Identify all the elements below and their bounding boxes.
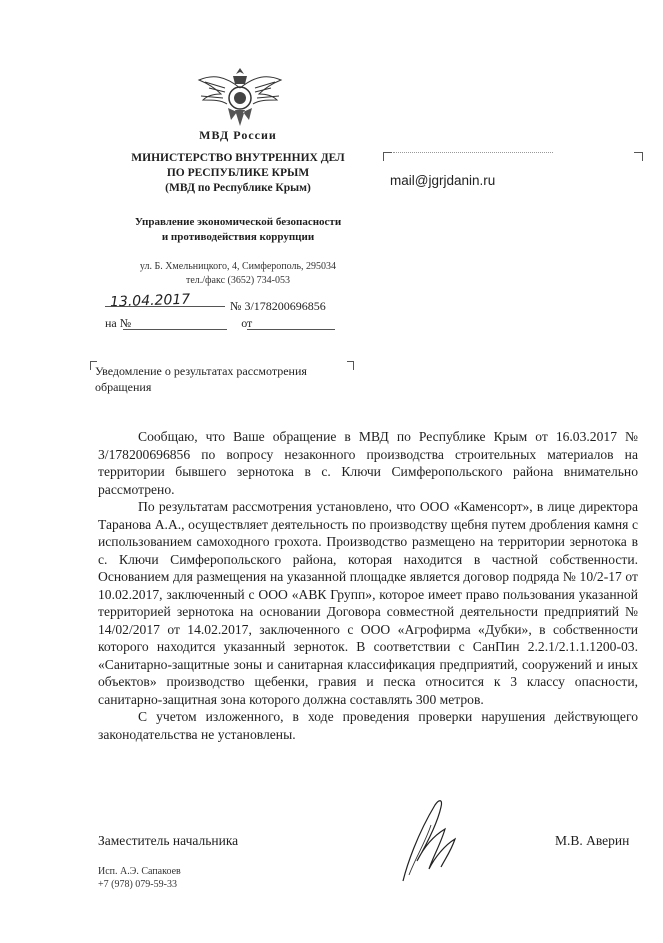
department-name xyxy=(88,215,388,245)
reference-number-line xyxy=(123,329,227,330)
ministry-line-2: ПО РЕСПУБЛИКЕ КРЫМ xyxy=(166,167,310,179)
subject-line-1: Уведомление о результатах рассмотрения xyxy=(95,364,307,378)
address: ул. Б. Хмельницкого, 4, Симферополь, 295034 xyxy=(139,261,337,272)
body-paragraph-1: Сообщаю, что Ваше обращение в МВД по Республике Крым от 16.03.2017 № 3/178200696856 по вопросу незаконного производства строительных материалов на территории бывшего зернотока в с. Ключи Симферопольского района внимательно рассмотрено. xyxy=(98,429,638,497)
ministry-name xyxy=(88,151,388,196)
recipient-corner-left xyxy=(383,152,392,161)
executor-name: Исп. А.Э. Сапакоев xyxy=(98,866,181,877)
signer-position: Заместитель начальника xyxy=(98,833,239,848)
recipient-top-line xyxy=(393,152,553,153)
mvd-emblem-icon xyxy=(195,58,285,130)
date-underline xyxy=(105,306,225,307)
executor-phone: +7 (978) 079-59-33 xyxy=(98,879,177,890)
outgoing-number: № 3/178200696856 xyxy=(230,299,326,313)
ministry-line-3: (МВД по Республике Крым) xyxy=(165,182,311,194)
department-line-2: и противодействия коррупции xyxy=(161,231,315,243)
handwritten-signature-icon xyxy=(395,795,465,885)
signer-name: М.В. Аверин xyxy=(555,833,630,848)
subject-line-2: обращения xyxy=(95,380,152,394)
ministry-line-1: МИНИСТЕРСТВО ВНУТРЕННИХ ДЕЛ xyxy=(131,152,345,164)
subject xyxy=(95,363,355,395)
letter-body xyxy=(98,428,638,743)
letterhead-contacts xyxy=(88,260,388,288)
body-paragraph-3: С учетом изложенного, в ходе проведения проверки нарушения действующего законодательства не установлены. xyxy=(98,709,638,742)
org-short-name: МВД России xyxy=(199,128,277,142)
recipient-email: mail@jgrjdanin.ru xyxy=(390,173,496,188)
body-paragraph-2: По результатам рассмотрения установлено, что ООО «Каменсорт», в лице директора Таранова А.А., осуществляет деятельность по производству щебня путем дробления камня с использованием самоходного грохота. Производство размещено на территории зернотока в с. Ключи Симферопольского района, которая находится в частной собственности. Основанием для размещения на указанной площадке является договор подряда № 10/2-17 от 10.02.2017, заключенный с ООО «АВК Групп», которое имеет право пользования указанной территорией зернотока на основании Договора совместной деятельности предприятий № 14/02/2017 от 14.02.2017, заключенного с ООО «Агрофирма «Дубки», в собственности которого находится указанный зерноток. В соответствии с СанПин 2.2.1/2.1.1.1200-03. «Санитарно-защитные зоны и санитарная классификация предприятий, сооружений и иных объектов» производство щебенки, гравия и песка относится к 3 классу опасности, санитарно-защитная зона которого должна составлять 300 метров. xyxy=(98,499,638,707)
department-line-1: Управление экономической безопасности xyxy=(134,216,342,228)
phone-fax: тел./факс (3652) 734-053 xyxy=(185,275,291,286)
reference-date-line xyxy=(247,329,335,330)
reference-number-label: на № xyxy=(105,316,132,330)
reference-date-label: от xyxy=(241,316,253,330)
handwritten-date: 13.04.2017 xyxy=(109,291,191,311)
recipient-corner-right xyxy=(634,152,643,161)
executor-info xyxy=(98,865,181,891)
